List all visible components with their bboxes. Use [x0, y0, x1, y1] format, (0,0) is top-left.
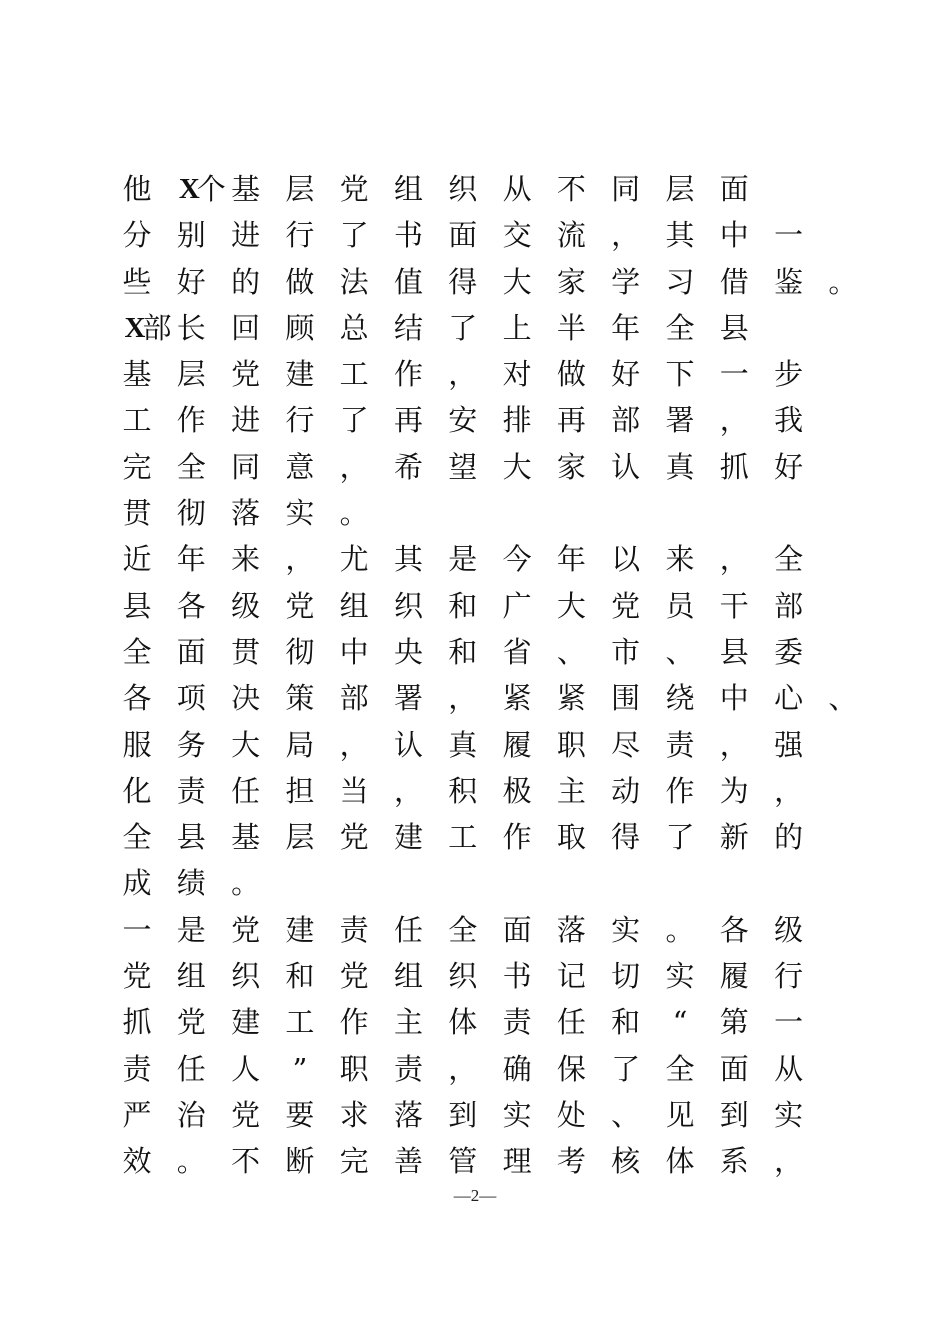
text-char: 做: [285, 264, 315, 299]
text-char: 不: [231, 1144, 261, 1179]
text-char: 年: [176, 542, 206, 577]
text-line: [120, 722, 820, 768]
text-char: 要: [285, 1097, 315, 1132]
text-line: [120, 1138, 820, 1184]
text-char: 得: [611, 820, 641, 855]
text-char: 家: [556, 449, 586, 484]
text-char: ，: [448, 681, 478, 716]
text-char: 级: [774, 912, 804, 947]
text-char: 织: [448, 959, 478, 994]
text-char: 来: [231, 542, 261, 577]
text-char: 职: [556, 727, 586, 762]
text-line: [120, 212, 820, 258]
text-char: 织: [393, 588, 423, 623]
text-char: 、: [665, 634, 695, 669]
text-char: ，: [774, 1144, 804, 1179]
text-char: 体: [448, 1005, 478, 1040]
text-char: 不: [556, 172, 586, 206]
text-char: X: [178, 173, 200, 205]
text-line: [120, 768, 820, 814]
text-char: 县: [122, 588, 152, 623]
text-char: 组: [339, 588, 369, 623]
text-char: 落: [393, 1097, 423, 1132]
text-char: 了: [339, 218, 369, 253]
text-char: 和: [285, 959, 315, 994]
text-char: 履: [502, 727, 532, 762]
text-char: 基: [231, 172, 261, 206]
text-char: 任: [556, 1005, 586, 1040]
text-char: 取: [556, 820, 586, 855]
text-char: 学: [611, 264, 641, 299]
text-char: 再: [556, 403, 586, 438]
text-char: 、: [556, 634, 586, 669]
text-line: [120, 999, 820, 1045]
text-char: 层: [665, 172, 695, 206]
text-char: ，: [339, 449, 369, 484]
text-char: 。: [665, 912, 695, 947]
text-char: 切: [611, 959, 641, 994]
text-char: 围: [611, 681, 641, 716]
text-char: 组: [176, 959, 206, 994]
text-char: 善: [393, 1144, 423, 1179]
text-char: 党: [285, 588, 315, 623]
text-char: 、: [611, 1097, 641, 1132]
text-char: 责: [339, 912, 369, 947]
text-char: 绩: [176, 866, 206, 901]
text-char: 中: [719, 218, 749, 253]
text-char: 系: [719, 1144, 749, 1179]
text-char: 面: [176, 634, 206, 669]
text-line: [120, 583, 820, 629]
text-char: 其: [393, 542, 423, 577]
text-char: 主: [393, 1005, 423, 1040]
text-char: 全: [774, 542, 804, 577]
text-char: 借: [719, 264, 749, 299]
text-char: 今: [502, 542, 532, 577]
text-line: [120, 814, 820, 860]
text-char: 绕: [665, 681, 695, 716]
text-char: 治: [176, 1097, 206, 1132]
text-char: 署: [665, 403, 695, 438]
text-char: 部: [611, 403, 641, 438]
text-char: 基: [122, 357, 152, 392]
text-char: 别: [176, 218, 206, 253]
text-char: 个: [196, 172, 226, 206]
text-char: 党: [611, 588, 641, 623]
text-line: [120, 1092, 820, 1138]
text-char: 工: [285, 1005, 315, 1040]
text-char: 大: [502, 449, 532, 484]
text-char: 职: [339, 1051, 369, 1086]
text-char: 下: [665, 357, 695, 392]
text-char: 总: [339, 310, 369, 345]
text-char: 任: [176, 1051, 206, 1086]
text-char: 实: [774, 1097, 804, 1132]
text-char: 好: [176, 264, 206, 299]
text-char: 记: [556, 959, 586, 994]
text-char: 其: [665, 218, 695, 253]
text-char: 中: [719, 681, 749, 716]
page-number: —2—: [453, 1186, 497, 1205]
text-char: 体: [665, 1144, 695, 1179]
text-char: 层: [285, 820, 315, 855]
text-char: X: [124, 311, 146, 344]
text-char: 部: [339, 681, 369, 716]
text-char: 党: [231, 912, 261, 947]
text-char: 紧: [502, 681, 532, 716]
text-char: 极: [502, 773, 532, 808]
text-char: 组: [393, 172, 423, 206]
text-char: 动: [611, 773, 641, 808]
text-char: 大: [502, 264, 532, 299]
text-char: 和: [448, 588, 478, 623]
text-line: [120, 490, 820, 536]
text-char: 真: [665, 449, 695, 484]
text-char: 长: [176, 310, 206, 345]
text-char: 彻: [176, 496, 206, 531]
text-char: 组: [393, 959, 423, 994]
text-char: 行: [285, 218, 315, 253]
text-char: 履: [719, 959, 749, 994]
text-line: [120, 675, 858, 721]
text-char: 责: [122, 1051, 152, 1086]
text-char: 。: [828, 264, 858, 299]
text-char: 第: [719, 1005, 749, 1040]
text-char: 作: [665, 773, 695, 808]
text-char: 结: [393, 310, 423, 345]
text-char: 县: [719, 634, 749, 669]
text-char: 干: [719, 588, 749, 623]
text-char: 落: [231, 496, 261, 531]
text-char: 顾: [285, 310, 315, 345]
text-char: 全: [122, 820, 152, 855]
text-char: 值: [393, 264, 423, 299]
text-char: 强: [774, 727, 804, 762]
text-char: 织: [448, 172, 478, 206]
text-char: ，: [611, 218, 641, 253]
text-char: 全: [448, 912, 478, 947]
text-char: 大: [556, 588, 586, 623]
text-char: 见: [665, 1097, 695, 1132]
text-char: 作: [176, 403, 206, 438]
text-char: 层: [176, 357, 206, 392]
text-char: 家: [556, 264, 586, 299]
text-char: 大: [231, 727, 261, 762]
text-char: 半: [556, 310, 586, 345]
text-char: 严: [122, 1097, 152, 1132]
text-line: [120, 259, 858, 305]
text-char: 保: [556, 1051, 586, 1086]
text-char: 人: [231, 1051, 261, 1086]
text-char: 了: [339, 403, 369, 438]
text-char: 同: [231, 449, 261, 484]
text-char: 作: [393, 357, 423, 392]
text-char: 安: [448, 403, 478, 438]
text-char: 年: [611, 310, 641, 345]
text-char: 好: [611, 357, 641, 392]
text-char: 核: [611, 1144, 641, 1179]
text-char: 面: [719, 1051, 749, 1086]
text-char: ，: [719, 542, 749, 577]
text-char: 化: [122, 773, 152, 808]
text-char: 抓: [719, 449, 749, 484]
text-char: 广: [502, 588, 532, 623]
text-char: 从: [774, 1051, 804, 1086]
text-char: “: [672, 1005, 688, 1040]
text-char: 实: [285, 496, 315, 531]
text-line: [120, 536, 820, 582]
text-char: 级: [231, 588, 261, 623]
text-char: 实: [502, 1097, 532, 1132]
text-line: [120, 397, 820, 443]
text-char: 服: [122, 727, 152, 762]
text-char: 心: [774, 681, 804, 716]
text-char: 主: [556, 773, 586, 808]
text-char: 积: [448, 773, 478, 808]
text-char: 法: [339, 264, 369, 299]
text-char: 和: [611, 1005, 641, 1040]
text-char: 彻: [285, 634, 315, 669]
text-char: 断: [285, 1144, 315, 1179]
text-char: 处: [556, 1097, 586, 1132]
text-char: 的: [231, 264, 261, 299]
text-char: 面: [502, 912, 532, 947]
text-char: 再: [393, 403, 423, 438]
text-char: 尽: [611, 727, 641, 762]
text-char: 、: [828, 681, 858, 716]
text-char: 党: [176, 1005, 206, 1040]
text-char: 了: [448, 310, 478, 345]
text-char: 责: [393, 1051, 423, 1086]
text-char: 作: [502, 820, 532, 855]
text-char: 到: [448, 1097, 478, 1132]
text-char: 党: [339, 172, 369, 206]
text-char: 一: [774, 218, 804, 253]
text-char: 和: [448, 634, 478, 669]
text-char: 排: [502, 403, 532, 438]
text-char: 求: [339, 1097, 369, 1132]
text-char: ”: [292, 1051, 308, 1086]
text-char: 央: [393, 634, 423, 669]
text-char: 建: [231, 1005, 261, 1040]
text-char: 员: [665, 588, 695, 623]
text-char: 一: [122, 912, 152, 947]
text-char: 责: [502, 1005, 532, 1040]
text-line: [120, 907, 820, 953]
text-char: 对: [502, 357, 532, 392]
text-char: 步: [774, 357, 804, 392]
text-char: ，: [774, 773, 804, 808]
text-char: 以: [611, 542, 641, 577]
text-char: 责: [665, 727, 695, 762]
text-char: 党: [339, 820, 369, 855]
text-char: 。: [339, 496, 369, 531]
text-char: 实: [611, 912, 641, 947]
text-char: 作: [339, 1005, 369, 1040]
text-char: ，: [285, 542, 315, 577]
text-char: 织: [231, 959, 261, 994]
text-char: 同: [611, 172, 641, 206]
text-char: 是: [176, 912, 206, 947]
text-char: 进: [231, 403, 261, 438]
text-line: [120, 351, 820, 397]
text-char: ，: [719, 403, 749, 438]
text-char: 落: [556, 912, 586, 947]
text-char: 省: [502, 634, 532, 669]
text-char: 层: [285, 172, 315, 206]
text-char: 全: [122, 634, 152, 669]
text-char: 分: [122, 218, 152, 253]
text-char: 全: [176, 449, 206, 484]
text-char: 抓: [122, 1005, 152, 1040]
text-char: 项: [176, 681, 206, 716]
text-char: 建: [285, 912, 315, 947]
text-line: [120, 1046, 820, 1092]
text-char: 为: [719, 773, 749, 808]
text-char: 好: [774, 449, 804, 484]
text-char: 决: [231, 681, 261, 716]
text-char: 回: [231, 310, 261, 345]
text-char: 做: [556, 357, 586, 392]
text-char: 县: [719, 310, 749, 345]
text-line: [120, 305, 820, 351]
text-char: 尤: [339, 542, 369, 577]
text-char: 当: [339, 773, 369, 808]
text-char: 进: [231, 218, 261, 253]
text-char: ，: [448, 357, 478, 392]
text-char: 我: [774, 403, 804, 438]
text-char: 他: [122, 172, 152, 206]
text-char: 各: [176, 588, 206, 623]
text-char: 县: [176, 820, 206, 855]
text-char: 全: [665, 310, 695, 345]
text-char: 交: [502, 218, 532, 253]
body-text: [120, 166, 858, 1185]
text-char: 任: [393, 912, 423, 947]
text-char: 书: [393, 218, 423, 253]
text-char: 责: [176, 773, 206, 808]
text-char: 担: [285, 773, 315, 808]
text-char: 管: [448, 1144, 478, 1179]
text-char: 书: [502, 959, 532, 994]
text-line: [120, 953, 820, 999]
text-char: 全: [665, 1051, 695, 1086]
text-char: 各: [719, 912, 749, 947]
text-char: 希: [393, 449, 423, 484]
text-char: 部: [142, 310, 172, 345]
text-char: 认: [611, 449, 641, 484]
text-char: 年: [556, 542, 586, 577]
text-char: 基: [231, 820, 261, 855]
text-char: 党: [122, 959, 152, 994]
text-char: 真: [448, 727, 478, 762]
text-char: 到: [719, 1097, 749, 1132]
text-char: 行: [774, 959, 804, 994]
text-char: 任: [231, 773, 261, 808]
text-char: 市: [611, 634, 641, 669]
text-char: 一: [774, 1005, 804, 1040]
text-char: 面: [448, 218, 478, 253]
text-char: 务: [176, 727, 206, 762]
text-char: 贯: [231, 634, 261, 669]
text-char: 实: [665, 959, 695, 994]
text-char: 工: [448, 820, 478, 855]
text-char: 党: [231, 357, 261, 392]
text-char: 望: [448, 449, 478, 484]
text-char: 局: [285, 727, 315, 762]
text-char: 近: [122, 542, 152, 577]
text-char: 些: [122, 264, 152, 299]
text-char: 。: [231, 866, 261, 901]
text-char: 新: [719, 820, 749, 855]
text-char: 工: [339, 357, 369, 392]
text-char: 贯: [122, 496, 152, 531]
text-char: 鉴: [774, 264, 804, 299]
text-char: 行: [285, 403, 315, 438]
text-char: 。: [176, 1144, 206, 1179]
text-char: ，: [339, 727, 369, 762]
text-char: 上: [502, 310, 532, 345]
text-char: 建: [285, 357, 315, 392]
text-char: 是: [448, 542, 478, 577]
text-char: 了: [665, 820, 695, 855]
text-char: 工: [122, 403, 152, 438]
text-char: 面: [719, 172, 749, 206]
text-char: 流: [556, 218, 586, 253]
text-char: 成: [122, 866, 152, 901]
text-char: 策: [285, 681, 315, 716]
text-char: 部: [774, 588, 804, 623]
text-char: ，: [448, 1051, 478, 1086]
text-char: 习: [665, 264, 695, 299]
text-char: 确: [502, 1051, 532, 1086]
text-line: [120, 629, 820, 675]
text-char: 考: [556, 1144, 586, 1179]
text-char: 来: [665, 542, 695, 577]
text-char: 了: [611, 1051, 641, 1086]
text-char: 各: [122, 681, 152, 716]
text-char: 的: [774, 820, 804, 855]
text-char: 委: [774, 634, 804, 669]
text-char: 意: [285, 449, 315, 484]
text-char: 从: [502, 172, 532, 206]
text-line: [120, 166, 820, 212]
text-char: 建: [393, 820, 423, 855]
text-line: [120, 444, 820, 490]
text-char: 一: [719, 357, 749, 392]
text-char: 署: [393, 681, 423, 716]
text-char: 党: [231, 1097, 261, 1132]
text-char: 紧: [556, 681, 586, 716]
text-char: ，: [393, 773, 423, 808]
text-line: [120, 860, 820, 906]
text-char: 得: [448, 264, 478, 299]
text-char: 党: [339, 959, 369, 994]
text-char: 认: [393, 727, 423, 762]
text-char: ，: [719, 727, 749, 762]
text-char: 完: [122, 449, 152, 484]
text-char: 效: [122, 1144, 152, 1179]
text-char: 中: [339, 634, 369, 669]
text-char: 理: [502, 1144, 532, 1179]
text-char: 完: [339, 1144, 369, 1179]
